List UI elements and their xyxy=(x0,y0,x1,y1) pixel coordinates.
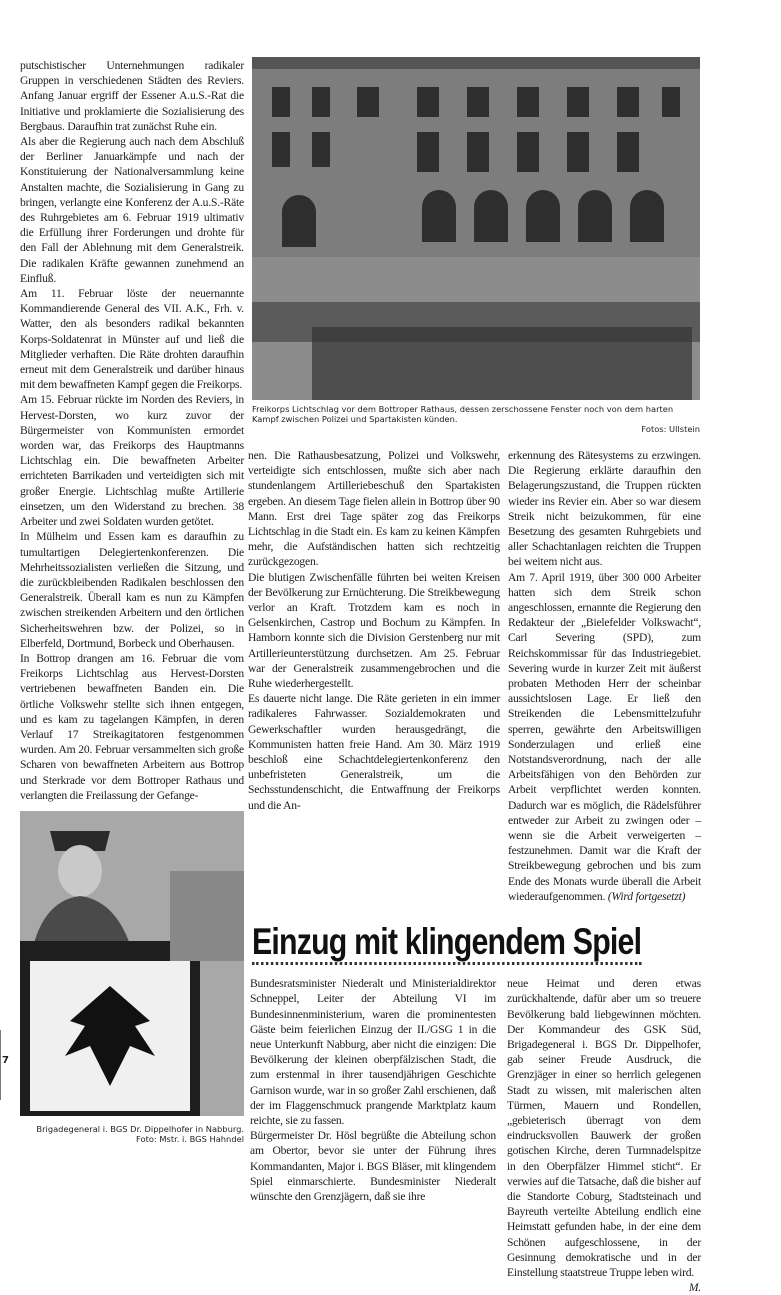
headline-area xyxy=(252,922,701,966)
caption-text: Freikorps Lichtschlag vor dem Bottroper Rathaus, dessen zerschossene Fenster noch von dem harten Kampf zwischen Polizei und Spartakisten künden. xyxy=(252,404,674,424)
article-headline: Einzug mit klingendem Spiel xyxy=(252,922,641,965)
paragraph xyxy=(507,976,701,1295)
page-edge-line xyxy=(0,1030,1,1100)
paragraph: Die blutigen Zwischenfälle führten bei weiten Kreisen der Bevölkerung zur Ernüchterung. Die Streikbewegung verlor an Kraft. Trotzdem kam es noch in Gelsenkirchen, Castrop und Bochum zu Kämpfen. In Hamborn konnte sich die Division Gerstenberg nur mit Artillerieunterstützung durchsetzen. Am 25. Februar war der Generalstreik zusammengebrochen und die Ruhe wiederhergestellt. xyxy=(248,570,500,691)
paragraph-text: Am 7. April 1919, über 300 000 Arbeiter hatten sich dem Streik schon angeschlossen, ernannte die Regierung den Redakteur der „Bielefelder Volkswacht“, Carl Severing (SPD), zum Reichskommissar für das Industriegebiet. Severing wurde in kurzer Zeit mit äußerst probaten Methoden Herr der scheinbar aussichtslosen Lage. Er ließ den Streikenden die Lebensmittelzufuhr sperren, gewährte den Arbeitswilligen Sonderzulagen und erließ eine Notstandsverordnung, nach der alle Arbeitsfähigen von den Behörden zur Arbeit verpflichtet werden konnten. Dadurch war es möglich, die Rädelsführer entweder zur Arbeit zu zwingen oder – wenn sie die Arbeit verweigerten – festzunehmen. Damit war die Kraft der Streikbewegung gebrochen und bis zum Ende des Monats wurde überall die Arbeit wiederaufgenommen. xyxy=(508,570,701,903)
author-signature: M. xyxy=(688,1281,701,1295)
paragraph: erkennung des Rätesystems zu erzwingen. Die Regierung erklärte daraufhin den Belagerungszustand, die Truppen rückten wieder ins Revier ein. Aber so war diesem Streik nicht beizukommen, für eine Besetzung des gesamten Ruhrgebiets und aller Schachtanlagen reichten die Truppen bei weitem nicht aus. xyxy=(508,449,701,569)
photo-caption-brigadegeneral xyxy=(20,1124,244,1144)
article-columns-bottom xyxy=(248,976,701,1295)
continued-note: (Wird fortgesetzt) xyxy=(607,889,686,903)
article-column-left xyxy=(20,58,244,803)
paragraph: nen. Die Rathausbesatzung, Polizei und Volkswehr, verteidigte sich entschlossen, mußte sich aber nach stundenlangem Artilleriebeschuß den Spartakisten ergeben. An diesem Tage fielen allein in Bottrop über 90 Mann. Erst drei Tage später zog das Freikorps Lichtschlag in die Stadt ein. Es kam zu keinen Kämpfen mehr, die Aufständischen hatten sich rechtzeitig zurückgezogen. xyxy=(248,449,500,569)
photo-credit: Foto: Mstr. i. BGS Hahndel xyxy=(136,1133,244,1144)
photo-bottrop-rathaus xyxy=(252,57,700,400)
speaker-photo-illustration xyxy=(20,811,244,1116)
paragraph: In Bottrop drangen am 16. Februar die vom Freikorps Lichtschlag aus Hervest-Dorsten vertriebenen bewaffneten Banden ein. Die örtliche Volkswehr stellte sich ihnen entgegen, und es kam zu tagelangen Kämpfen, in deren Verlauf 17 Streikagitatoren festgenommen wurden. Am 20. Februar versammelten sich große Scharen von bewaffneten Arbeitern aus Bottrop und Sterkrade vor dem Bottroper Rathaus und verlangten die Freilassung der Gefange- xyxy=(20,651,244,802)
building-photo-illustration xyxy=(252,57,700,400)
page-number: 7 xyxy=(2,1055,9,1066)
paragraph: Es dauerte nicht lange. Die Räte gerieten in ein immer radikaleres Fahrwasser. Sozialdemokraten und Gewerkschaftler wurden herausgedrängt, die Kommunisten hatten freie Hand. Am 30. März 1919 beschloß eine Schachtdelegiertenkonferenz den unbefristeten Generalstreik, um die Sechsstundenschicht, die Entwaffnung der Freikorps und die An- xyxy=(248,692,500,812)
photo-caption-rathaus xyxy=(252,404,700,434)
left-column-area xyxy=(20,58,244,1144)
paragraph: Am 15. Februar rückte im Norden des Reviers, in Hervest-Dorsten, wo kurz zuvor der Bürgermeister von Kommunisten ermordet worden war, das Freikorps des Hauptmanns Lichtschlag ein. Die bewaffneten Arbeiter errichteten Barrikaden und verteidigten sich mit großer Energie. Lichtschlag mußte Artillerie einsetzen, um den Widerstand zu brechen. 38 Arbeiter und zwei Soldaten wurden getötet. xyxy=(20,393,244,529)
photo-brigadegeneral xyxy=(20,811,244,1116)
paragraph: Als aber die Regierung auch nach dem Abschluß der Berliner Januarkämpfe und nach der Konstituierung der Nationalversammlung keine Anstalten machte, die Sozialisierung in Gang zu bringen, verlangte eine Konferenz der A.u.S.-Räte des Ruhrgebietes am 6. Februar 1919 ultimativ die Erfüllung ihrer Forderungen und drohte für den Fall der Ablehnung mit dem Generalstreik. Die radikalen Kräfte gewannen zunehmend an Einfluß. xyxy=(20,135,244,285)
paragraph: In Mülheim und Essen kam es daraufhin zu tumultartigen Delegiertenkonferenzen. Die Mehrheitssozialisten verließen die Sitzung, und die zurückbleibenden Radikalen beschlossen den Generalstreik. Überall kam es nun zu Kämpfen zwischen streikenden Arbeitern und den örtlichen Sicherheitswehren bzw. der Polizei, so in Elberfeld, Dortmund, Borbeck und Oberhausen. xyxy=(20,530,244,650)
article-columns-top xyxy=(248,448,701,904)
article-column-bottom-middle xyxy=(250,976,496,1204)
paragraph: Bürgermeister Dr. Hösl begrüßte die Abteilung schon am Obertor, bevor sie unter der Führung ihres Kommandanten, Major i. BGS Bläser, mit klingendem Spiel einmarschierte. Bundesminister Niederalt wünschte den Grenzjägern, daß sie ihre xyxy=(250,1129,496,1203)
caption-text: Brigadegeneral i. BGS Dr. Dippelhofer in Nabburg. xyxy=(36,1123,244,1134)
article-column-bottom-right xyxy=(507,976,701,1295)
right-area xyxy=(248,57,701,1295)
paragraph: Bundesratsminister Niederalt und Ministerialdirektor Schneppel, Leiter der Abteilung VI im Bundesinnenministerium, waren die prominentesten Gäste beim feierlichen Einzug der II./GSG 1 in die neue Unterkunft Nabburg, aber nicht die einzigen: Die Bevölkerung der kleinen oberpfälzischen Stadt, die zum erstenmal in ihrer tausendjährigen Geschichte Garnison wurde, war in so großer Zahl erschienen, daß der im Flaggenschmuck prangende Marktplatz kaum reichte, sie zu fassen. xyxy=(250,977,496,1127)
paragraph xyxy=(508,570,701,904)
article-column-middle xyxy=(248,448,500,813)
photo-credit: Fotos: Ullstein xyxy=(641,424,700,434)
paragraph: Am 11. Februar löste der neuernannte Kommandierende General des VII. A.K., Frh. v. Watter, den als besonders radikal bekannten Korps-Soldatenrat in Münster auf und ließ die Mitglieder verhaften. Die Räte drohten daraufhin erneut mit dem Generalstreik und darüber hinaus mit dem bewaffneten Kampf gegen die Freikorps. xyxy=(20,287,244,392)
paragraph: putschistischer Unternehmungen radikaler Gruppen in verschiedenen Städten des Reviers. Anfang Januar ergriff der Essener A.u.S.-Rat die Initiative und proklamierte die Sozialisierung des Bergbaus. Daraufhin trat zunächst Ruhe ein. xyxy=(20,59,244,133)
article-column-right xyxy=(508,448,701,904)
paragraph-text: neue Heimat und deren etwas zurückhaltende, dafür aber um so treuere Bevölkerung bald liebgewinnen möchten. Der Kommandeur des GSK Süd, Brigadegeneral i. BGS Dr. Dippelhofer, gab seiner Freude Ausdruck, die Grenzjäger in einer so herrlich gelegenen Stadt zu wissen, mit malerischen alten Türmen, Mauern und Rondellen, „gebieterisch überragt von dem eindrucksvollen Bauwerk der großen gotischen Kirche, deren Turmnadelspitze in den Oberpfälzer Himmel sticht“. Er verwies auf die Tatsache, daß die bisher auf die Standorte Coburg, Stadtsteinach und Bayreuth verteilte Abteilung endlich eine Heimstatt gefunden habe, in der eine dem Schönen aufgeschlossene, in der Gesinnung demokratische und in der Einstellung staatstreue Truppe leben wird. xyxy=(507,977,701,1279)
